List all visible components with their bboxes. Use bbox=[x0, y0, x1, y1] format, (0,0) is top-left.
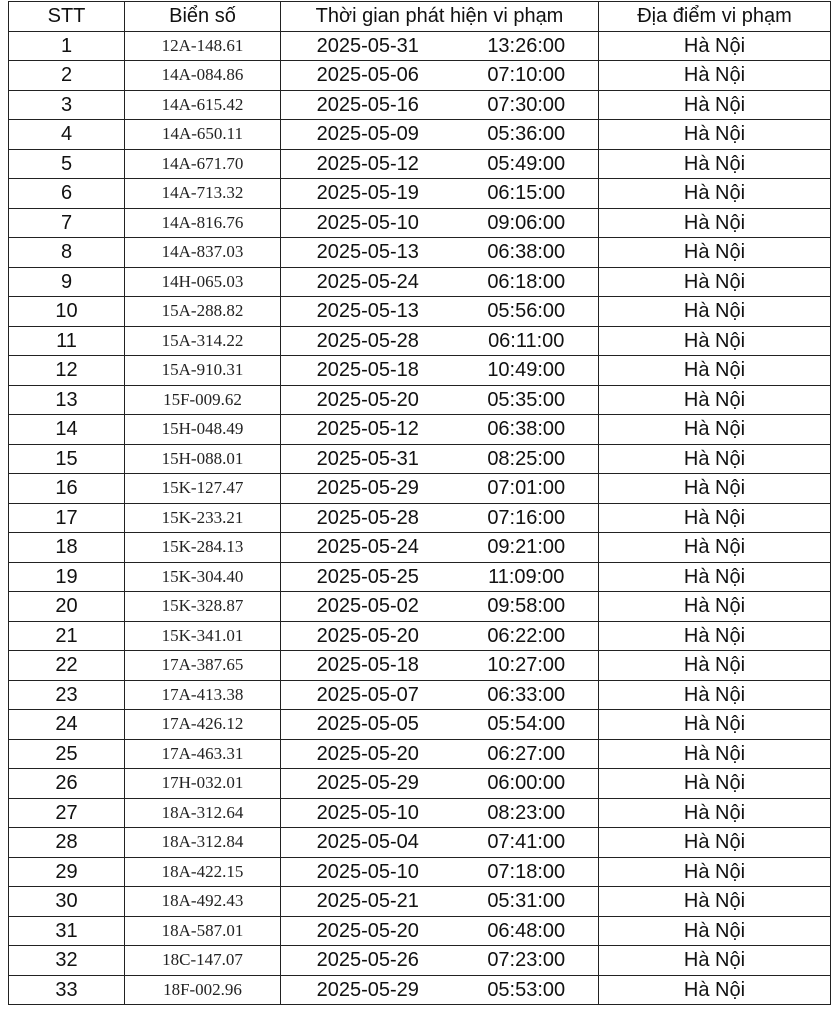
cell-time: 07:23:00 bbox=[455, 946, 599, 976]
cell-date: 2025-05-24 bbox=[281, 533, 455, 563]
table-row bbox=[9, 31, 831, 61]
cell-plate: 12A-148.61 bbox=[125, 31, 281, 61]
cell-time: 06:38:00 bbox=[455, 238, 599, 268]
table-row bbox=[9, 385, 831, 415]
cell-date: 2025-05-20 bbox=[281, 916, 455, 946]
table-row bbox=[9, 621, 831, 651]
cell-time: 06:27:00 bbox=[455, 739, 599, 769]
cell-date: 2025-05-09 bbox=[281, 120, 455, 150]
cell-stt: 7 bbox=[9, 208, 125, 238]
cell-date: 2025-05-07 bbox=[281, 680, 455, 710]
cell-plate: 18A-492.43 bbox=[125, 887, 281, 917]
cell-time: 05:31:00 bbox=[455, 887, 599, 917]
cell-time: 06:11:00 bbox=[455, 326, 599, 356]
cell-plate: 17A-426.12 bbox=[125, 710, 281, 740]
cell-plate: 17A-387.65 bbox=[125, 651, 281, 681]
table-row bbox=[9, 887, 831, 917]
table-row bbox=[9, 61, 831, 91]
cell-location: Hà Nội bbox=[599, 739, 831, 769]
cell-plate: 17A-463.31 bbox=[125, 739, 281, 769]
cell-location: Hà Nội bbox=[599, 975, 831, 1005]
cell-location: Hà Nội bbox=[599, 31, 831, 61]
cell-location: Hà Nội bbox=[599, 267, 831, 297]
cell-plate: 15K-304.40 bbox=[125, 562, 281, 592]
cell-stt: 8 bbox=[9, 238, 125, 268]
cell-date: 2025-05-18 bbox=[281, 356, 455, 386]
table-row bbox=[9, 356, 831, 386]
cell-stt: 5 bbox=[9, 149, 125, 179]
cell-time: 07:30:00 bbox=[455, 90, 599, 120]
cell-time: 09:58:00 bbox=[455, 592, 599, 622]
cell-location: Hà Nội bbox=[599, 798, 831, 828]
table-row bbox=[9, 208, 831, 238]
cell-stt: 10 bbox=[9, 297, 125, 327]
cell-date: 2025-05-25 bbox=[281, 562, 455, 592]
cell-stt: 11 bbox=[9, 326, 125, 356]
cell-location: Hà Nội bbox=[599, 946, 831, 976]
cell-time: 05:35:00 bbox=[455, 385, 599, 415]
cell-location: Hà Nội bbox=[599, 61, 831, 91]
cell-stt: 26 bbox=[9, 769, 125, 799]
table-row bbox=[9, 975, 831, 1005]
cell-date: 2025-05-16 bbox=[281, 90, 455, 120]
table-row bbox=[9, 474, 831, 504]
cell-date: 2025-05-21 bbox=[281, 887, 455, 917]
cell-date: 2025-05-13 bbox=[281, 297, 455, 327]
cell-date: 2025-05-28 bbox=[281, 503, 455, 533]
cell-location: Hà Nội bbox=[599, 533, 831, 563]
cell-stt: 13 bbox=[9, 385, 125, 415]
cell-time: 06:15:00 bbox=[455, 179, 599, 209]
cell-plate: 14A-713.32 bbox=[125, 179, 281, 209]
cell-location: Hà Nội bbox=[599, 444, 831, 474]
cell-date: 2025-05-20 bbox=[281, 621, 455, 651]
cell-date: 2025-05-05 bbox=[281, 710, 455, 740]
cell-time: 09:21:00 bbox=[455, 533, 599, 563]
cell-location: Hà Nội bbox=[599, 651, 831, 681]
cell-location: Hà Nội bbox=[599, 769, 831, 799]
cell-stt: 28 bbox=[9, 828, 125, 858]
table-row bbox=[9, 562, 831, 592]
cell-location: Hà Nội bbox=[599, 828, 831, 858]
cell-plate: 18A-312.64 bbox=[125, 798, 281, 828]
table-row bbox=[9, 651, 831, 681]
cell-time: 06:48:00 bbox=[455, 916, 599, 946]
cell-location: Hà Nội bbox=[599, 149, 831, 179]
cell-plate: 18A-312.84 bbox=[125, 828, 281, 858]
table-row bbox=[9, 798, 831, 828]
cell-stt: 16 bbox=[9, 474, 125, 504]
cell-time: 05:53:00 bbox=[455, 975, 599, 1005]
cell-location: Hà Nội bbox=[599, 297, 831, 327]
cell-time: 05:49:00 bbox=[455, 149, 599, 179]
cell-date: 2025-05-20 bbox=[281, 385, 455, 415]
table-row bbox=[9, 120, 831, 150]
cell-time: 07:18:00 bbox=[455, 857, 599, 887]
cell-date: 2025-05-10 bbox=[281, 857, 455, 887]
cell-stt: 19 bbox=[9, 562, 125, 592]
cell-stt: 17 bbox=[9, 503, 125, 533]
cell-stt: 24 bbox=[9, 710, 125, 740]
cell-date: 2025-05-10 bbox=[281, 798, 455, 828]
cell-plate: 18F-002.96 bbox=[125, 975, 281, 1005]
cell-time: 06:38:00 bbox=[455, 415, 599, 445]
cell-stt: 33 bbox=[9, 975, 125, 1005]
cell-plate: 15F-009.62 bbox=[125, 385, 281, 415]
table-row bbox=[9, 444, 831, 474]
cell-time: 07:01:00 bbox=[455, 474, 599, 504]
cell-location: Hà Nội bbox=[599, 503, 831, 533]
table-row bbox=[9, 179, 831, 209]
cell-stt: 4 bbox=[9, 120, 125, 150]
violations-table bbox=[8, 1, 831, 1005]
cell-time: 05:56:00 bbox=[455, 297, 599, 327]
cell-plate: 17H-032.01 bbox=[125, 769, 281, 799]
cell-location: Hà Nội bbox=[599, 356, 831, 386]
cell-plate: 15K-328.87 bbox=[125, 592, 281, 622]
cell-location: Hà Nội bbox=[599, 562, 831, 592]
table-body bbox=[9, 31, 831, 1005]
cell-stt: 14 bbox=[9, 415, 125, 445]
cell-date: 2025-05-29 bbox=[281, 769, 455, 799]
table-row bbox=[9, 90, 831, 120]
cell-stt: 15 bbox=[9, 444, 125, 474]
cell-stt: 12 bbox=[9, 356, 125, 386]
cell-date: 2025-05-12 bbox=[281, 149, 455, 179]
cell-location: Hà Nội bbox=[599, 238, 831, 268]
cell-plate: 15K-233.21 bbox=[125, 503, 281, 533]
cell-location: Hà Nội bbox=[599, 592, 831, 622]
cell-stt: 21 bbox=[9, 621, 125, 651]
cell-location: Hà Nội bbox=[599, 179, 831, 209]
table-row bbox=[9, 916, 831, 946]
cell-stt: 20 bbox=[9, 592, 125, 622]
cell-plate: 17A-413.38 bbox=[125, 680, 281, 710]
cell-stt: 23 bbox=[9, 680, 125, 710]
cell-time: 10:27:00 bbox=[455, 651, 599, 681]
cell-plate: 15A-910.31 bbox=[125, 356, 281, 386]
cell-date: 2025-05-26 bbox=[281, 946, 455, 976]
cell-time: 05:36:00 bbox=[455, 120, 599, 150]
cell-stt: 25 bbox=[9, 739, 125, 769]
table-row bbox=[9, 533, 831, 563]
cell-stt: 18 bbox=[9, 533, 125, 563]
cell-plate: 18A-422.15 bbox=[125, 857, 281, 887]
cell-location: Hà Nội bbox=[599, 208, 831, 238]
table-row bbox=[9, 503, 831, 533]
cell-date: 2025-05-28 bbox=[281, 326, 455, 356]
cell-location: Hà Nội bbox=[599, 710, 831, 740]
table-row bbox=[9, 857, 831, 887]
cell-date: 2025-05-20 bbox=[281, 739, 455, 769]
cell-location: Hà Nội bbox=[599, 326, 831, 356]
table-row bbox=[9, 149, 831, 179]
cell-time: 06:33:00 bbox=[455, 680, 599, 710]
cell-date: 2025-05-29 bbox=[281, 975, 455, 1005]
cell-plate: 14H-065.03 bbox=[125, 267, 281, 297]
cell-time: 07:41:00 bbox=[455, 828, 599, 858]
table-row bbox=[9, 238, 831, 268]
header-detection-time: Thời gian phát hiện vi phạm bbox=[281, 2, 599, 32]
cell-time: 06:00:00 bbox=[455, 769, 599, 799]
cell-time: 09:06:00 bbox=[455, 208, 599, 238]
table-row bbox=[9, 592, 831, 622]
cell-location: Hà Nội bbox=[599, 916, 831, 946]
cell-date: 2025-05-29 bbox=[281, 474, 455, 504]
cell-location: Hà Nội bbox=[599, 680, 831, 710]
cell-date: 2025-05-12 bbox=[281, 415, 455, 445]
cell-location: Hà Nội bbox=[599, 857, 831, 887]
cell-date: 2025-05-10 bbox=[281, 208, 455, 238]
cell-stt: 27 bbox=[9, 798, 125, 828]
cell-location: Hà Nội bbox=[599, 90, 831, 120]
cell-plate: 15A-288.82 bbox=[125, 297, 281, 327]
cell-plate: 14A-837.03 bbox=[125, 238, 281, 268]
cell-plate: 14A-084.86 bbox=[125, 61, 281, 91]
cell-time: 07:10:00 bbox=[455, 61, 599, 91]
cell-date: 2025-05-24 bbox=[281, 267, 455, 297]
cell-date: 2025-05-02 bbox=[281, 592, 455, 622]
cell-plate: 15H-048.49 bbox=[125, 415, 281, 445]
table-row bbox=[9, 415, 831, 445]
cell-location: Hà Nội bbox=[599, 887, 831, 917]
cell-date: 2025-05-13 bbox=[281, 238, 455, 268]
table-row bbox=[9, 739, 831, 769]
cell-time: 13:26:00 bbox=[455, 31, 599, 61]
table-row bbox=[9, 710, 831, 740]
cell-location: Hà Nội bbox=[599, 474, 831, 504]
cell-plate: 18C-147.07 bbox=[125, 946, 281, 976]
table-row bbox=[9, 326, 831, 356]
cell-stt: 22 bbox=[9, 651, 125, 681]
cell-stt: 2 bbox=[9, 61, 125, 91]
cell-plate: 14A-671.70 bbox=[125, 149, 281, 179]
cell-stt: 32 bbox=[9, 946, 125, 976]
cell-stt: 1 bbox=[9, 31, 125, 61]
cell-stt: 9 bbox=[9, 267, 125, 297]
table-row bbox=[9, 946, 831, 976]
cell-plate: 15A-314.22 bbox=[125, 326, 281, 356]
cell-plate: 15K-284.13 bbox=[125, 533, 281, 563]
cell-plate: 15K-341.01 bbox=[125, 621, 281, 651]
cell-location: Hà Nội bbox=[599, 120, 831, 150]
cell-stt: 3 bbox=[9, 90, 125, 120]
cell-date: 2025-05-06 bbox=[281, 61, 455, 91]
header-plate: Biển số bbox=[125, 2, 281, 32]
cell-stt: 6 bbox=[9, 179, 125, 209]
table-row bbox=[9, 267, 831, 297]
cell-plate: 14A-615.42 bbox=[125, 90, 281, 120]
cell-time: 08:23:00 bbox=[455, 798, 599, 828]
cell-stt: 31 bbox=[9, 916, 125, 946]
cell-date: 2025-05-18 bbox=[281, 651, 455, 681]
cell-location: Hà Nội bbox=[599, 621, 831, 651]
cell-plate: 14A-650.11 bbox=[125, 120, 281, 150]
cell-location: Hà Nội bbox=[599, 385, 831, 415]
table-row bbox=[9, 769, 831, 799]
cell-stt: 30 bbox=[9, 887, 125, 917]
cell-stt: 29 bbox=[9, 857, 125, 887]
table-row bbox=[9, 297, 831, 327]
cell-time: 10:49:00 bbox=[455, 356, 599, 386]
cell-time: 07:16:00 bbox=[455, 503, 599, 533]
cell-time: 06:18:00 bbox=[455, 267, 599, 297]
header-stt: STT bbox=[9, 2, 125, 32]
table-row bbox=[9, 828, 831, 858]
table-header-row bbox=[9, 2, 831, 32]
cell-time: 05:54:00 bbox=[455, 710, 599, 740]
cell-date: 2025-05-19 bbox=[281, 179, 455, 209]
cell-plate: 15K-127.47 bbox=[125, 474, 281, 504]
cell-location: Hà Nội bbox=[599, 415, 831, 445]
table-row bbox=[9, 680, 831, 710]
cell-plate: 15H-088.01 bbox=[125, 444, 281, 474]
cell-time: 06:22:00 bbox=[455, 621, 599, 651]
cell-date: 2025-05-04 bbox=[281, 828, 455, 858]
cell-plate: 14A-816.76 bbox=[125, 208, 281, 238]
cell-date: 2025-05-31 bbox=[281, 31, 455, 61]
cell-plate: 18A-587.01 bbox=[125, 916, 281, 946]
cell-time: 11:09:00 bbox=[455, 562, 599, 592]
cell-time: 08:25:00 bbox=[455, 444, 599, 474]
cell-date: 2025-05-31 bbox=[281, 444, 455, 474]
header-location: Địa điểm vi phạm bbox=[599, 2, 831, 32]
